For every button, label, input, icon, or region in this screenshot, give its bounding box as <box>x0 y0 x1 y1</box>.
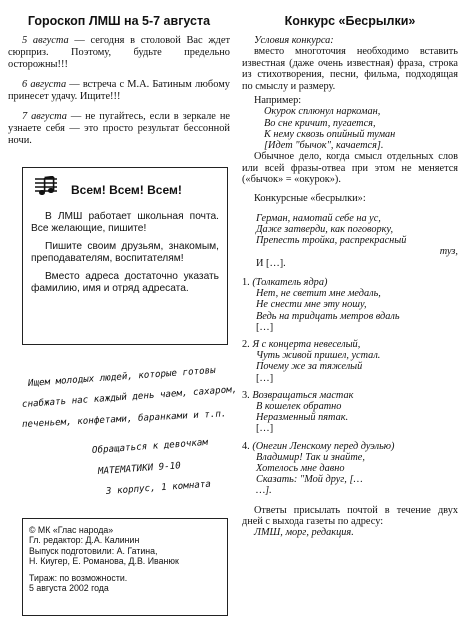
verse-line: Не снести мне эту ношу, <box>256 299 367 311</box>
imprint-line: Гл. редактор: Д.А. Калинин <box>29 535 140 546</box>
horoscope-text: — встреча с М.А. Батиным любому принесет удачу. Ищите!!! <box>8 79 230 102</box>
imprint-line: 5 августа 2002 года <box>29 583 109 594</box>
handwritten-line: 3 корпус, 1 комната <box>105 478 212 497</box>
verse-line: [Идет "бычок", качается]. <box>264 140 384 152</box>
verse-line: Даже затверди, как поговорку, <box>256 224 394 236</box>
imprint-line: Тираж: по возможности. <box>29 572 128 583</box>
imprint-box <box>22 518 228 616</box>
horoscope-date: 7 августа <box>22 111 67 122</box>
contest-address: ЛМШ, морг, редакция. <box>254 527 354 539</box>
verse-line: […] <box>256 372 274 384</box>
contest-label: Конкурсные «бесрылки»: <box>254 193 366 205</box>
left-column <box>8 14 230 155</box>
horoscope-text: — не пугайтесь, если в зеркале не узнаете себя — это просто результат бессонной ночи. <box>8 111 230 146</box>
verse-line: В кошелек обратно <box>256 400 342 412</box>
contest-item <box>242 339 458 384</box>
notice-paragraph: Вместо адреса достаточно указать фамилию, имя и отряд адресата. <box>31 270 219 295</box>
verse-line: Неразменный пятак. <box>256 412 349 424</box>
item-head: 1. (Толкатель ядра) <box>242 276 328 288</box>
contest-title: Конкурс «Бесрылки» <box>284 14 416 28</box>
verse-line: Хотелось мне давно <box>256 462 345 474</box>
item-head: 2. Я с концерта невеселый, <box>242 338 361 350</box>
horoscope-date: 5 августа <box>22 35 69 46</box>
handwritten-line: печеньем, конфетами, баранками и т.п. <box>21 408 227 430</box>
verse-line: Сказать: "Мой друг, [… <box>256 474 363 486</box>
verse-line: Препесть тройка, распрекрасный <box>256 235 407 247</box>
horoscope-item <box>8 111 230 147</box>
contest-explanation: Обычное дело, когда смысл отдельных слов или всей фразы-отвеа при этом не меняется («бычок» = «окурок»). <box>242 151 458 186</box>
verse-line: […] <box>256 423 274 435</box>
example-label: Например: <box>254 95 302 107</box>
verse-line: К нему сквозь опийный туман <box>264 128 396 140</box>
verse-line: туз, <box>439 246 458 258</box>
notice-paragraph: В ЛМШ работает школьная почта. Все желающие, пишите! <box>31 211 219 235</box>
imprint-line: © МК «Глас народа» <box>29 525 114 535</box>
contest-conditions-label: Условия конкурса: <box>254 35 334 46</box>
horoscope-date: 6 августа <box>22 79 67 90</box>
handwritten-line: Ищем молодых людей, которые готовы <box>27 364 217 389</box>
imprint-line: Выпуск подготовили: А. Гатина, <box>29 545 158 556</box>
handwritten-line: снабжать нас каждый день чаем, сахаром, <box>21 383 238 410</box>
verse-line: …]. <box>256 485 272 497</box>
horoscope-title: Гороскоп ЛМШ на 5-7 августа <box>27 14 211 28</box>
verse-line: Во сне кричит, пугается, <box>264 117 376 129</box>
item-head: 4. (Онегин Ленскому перед дуэлью) <box>242 440 395 452</box>
contest-conditions-text: вместо многоточия необходимо вставить известная (даже очень известная) фраза, строка из стихотворения, песни, фильма, подходящая по смыслу и размеру. <box>242 46 458 92</box>
notice-title: Всем! Всем! Всем! <box>71 182 182 197</box>
item-head: 3. Возвращаться мастак <box>242 389 354 401</box>
contest-item <box>242 390 458 435</box>
example-verse <box>242 106 458 151</box>
handwritten-line: Обращаться к девочкам <box>91 436 209 456</box>
notice-header <box>31 176 219 203</box>
handwritten-ad <box>21 364 238 508</box>
right-column <box>242 14 458 539</box>
notice-paragraph: Пишите своим друзьям, знакомым, преподавателям, воспитателям! <box>31 240 219 265</box>
verse-line: Чуть живой пришел, устал. <box>256 350 381 362</box>
horoscope-item <box>8 79 230 103</box>
verse-line: Нет, не светит мне медаль, <box>256 288 381 300</box>
contest-item <box>242 277 458 333</box>
contest-closing: Ответы присылать почтой в течение двух дней с выхода газеты по адресу: <box>242 504 458 527</box>
verse-line: Владимир! Так и знайте, <box>256 451 365 463</box>
contest-item <box>242 441 458 497</box>
horoscope-text: — сегодня в столовой Вас ждет сюрприз. Поэтому, будьте предельно осторожны!!! <box>8 35 230 70</box>
verse-line: Почему же за тяжелый <box>256 361 363 373</box>
school-mail-notice <box>22 167 228 345</box>
handwritten-line: МАТЕМАТИКИ 9-10 <box>97 460 182 477</box>
verse-line: И […]. <box>256 257 286 269</box>
verse-line: Окурок сплюнул наркоман, <box>264 106 381 118</box>
imprint-line: Н. Киугер, Е. Романова, Д.В. Иванюк <box>29 556 179 567</box>
horoscope-item <box>8 35 230 71</box>
music-notes-icon <box>31 176 61 203</box>
verse-line: Герман, намотай себе на ус, <box>256 212 381 224</box>
verse-line: Ведь на тридцать метров вдаль <box>256 310 400 322</box>
verse-line: […] <box>256 321 274 333</box>
intro-verse <box>242 213 458 269</box>
